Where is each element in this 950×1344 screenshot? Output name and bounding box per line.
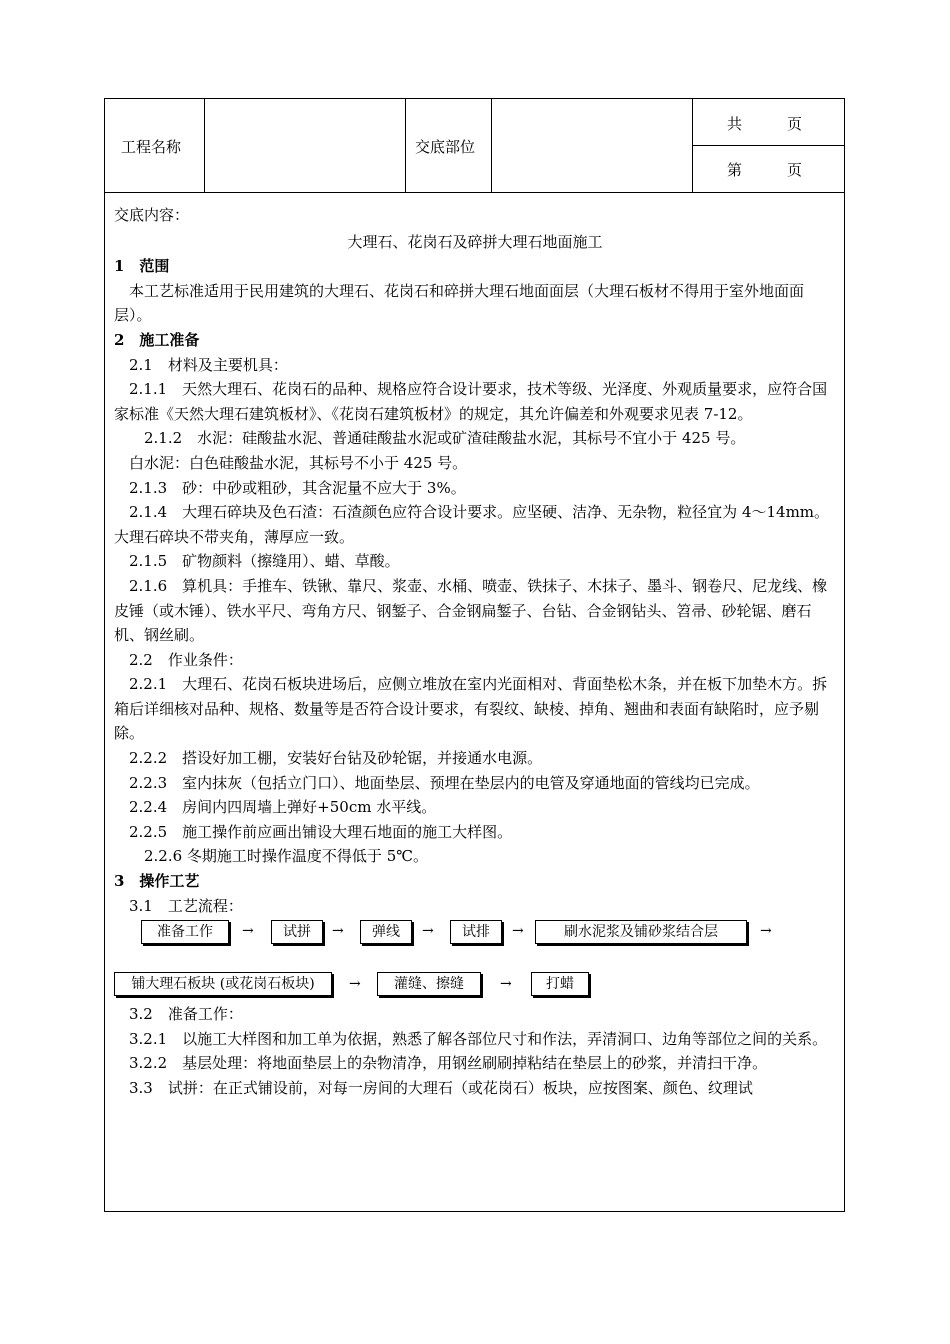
page-number: 第 页 (727, 161, 803, 179)
paragraph: 白水泥：白色硅酸盐水泥，其标号不小于 425 号。 (114, 453, 468, 472)
arrow-icon: → (500, 976, 512, 993)
handover-part-label: 交底部位 (415, 138, 476, 156)
divider (692, 145, 844, 146)
paragraph: 2.2.3 室内抹灰（包括立门口）、地面垫层、预埋在垫层内的电管及穿通地面的管线均已完成。 (114, 773, 760, 792)
paragraph: 2.1.6 算机具：手推车、铁锹、靠尺、浆壶、水桶、喷壶、铁抹子、木抹子、墨斗、钢卷尺、尼龙线、橡皮锤（或木锤）、铁水平尺、弯角方尺、钢錾子、合金钢扁錾子、台钻、合金钢钻头、笤帚、砂轮锯、磨石机、钢丝刷。 (114, 576, 828, 645)
paragraph: 2.1.5 矿物颜料（擦缝用）、蜡、草酸。 (114, 552, 400, 571)
flow-step: 弹线 (360, 920, 412, 944)
flow-step: 铺大理石板块 (或花岗石板块) (114, 972, 332, 996)
arrow-icon: → (760, 923, 772, 940)
paragraph: 本工艺标准适用于民用建筑的大理石、花岗石和碎拼大理石地面面层（大理石板材不得用于室外地面面层）。 (114, 281, 805, 325)
paragraph: 3.2 准备工作： (114, 1005, 243, 1024)
arrow-icon: → (349, 976, 361, 993)
flow-step: 试拼 (271, 920, 323, 944)
paragraph: 2.1.4 大理石碎块及色石渣：石渣颜色应符合设计要求。应坚硬、洁净、无杂物，粒径宜为 4～14mm。大理石碎块不带夹角，薄厚应一致。 (114, 503, 830, 546)
paragraph: 2.2.1 大理石、花岗石板块进场后，应侧立堆放在室内光面相对、背面垫松木条，并在板下加垫木方。拆箱后详细核对品种、规格、数量等是否符合设计要求，有裂纹、缺棱、掉角、翘曲和表面有缺陷时，应予剔除。 (114, 675, 828, 743)
section-heading: 3 操作工艺 (114, 872, 200, 891)
divider (405, 99, 406, 192)
paragraph: 2.1 材料及主要机具： (114, 355, 288, 374)
flow-step: 灌缝、擦缝 (377, 972, 481, 996)
process-flowchart (114, 918, 836, 1002)
handover-form (104, 98, 845, 1212)
section-heading: 2 施工准备 (114, 330, 200, 349)
total-pages: 共 页 (727, 115, 803, 133)
flow-step: 刷水泥浆及铺砂浆结合层 (535, 920, 747, 944)
paragraph: 3.3 试拼：在正式铺设前，对每一房间的大理石（或花岗石）板块，应按图案、颜色、纹理试 (114, 1079, 753, 1097)
paragraph: 2.2.5 施工操作前应画出铺设大理石地面的施工大样图。 (114, 822, 513, 841)
paragraph: 2.2 作业条件： (114, 650, 243, 669)
arrow-icon: → (242, 923, 254, 940)
handover-content (114, 203, 836, 1101)
project-name-label: 工程名称 (121, 138, 182, 156)
doc-title: 大理石、花岗石及碎拼大理石地面施工 (347, 232, 603, 251)
divider (491, 99, 492, 192)
arrow-icon: → (332, 923, 344, 940)
intro-label: 交底内容： (114, 206, 190, 224)
paragraph: 2.2.6 冬期施工时操作温度不得低于 5℃。 (114, 847, 429, 866)
paragraph: 3.1 工艺流程： (114, 896, 243, 915)
paragraph: 2.2.2 搭设好加工棚，安装好台钻及砂轮锯，并接通水电源。 (114, 749, 543, 768)
arrow-icon: → (512, 923, 524, 940)
arrow-icon: → (422, 923, 434, 940)
paragraph: 2.1.3 砂：中砂或粗砂，其含泥量不应大于 3%。 (114, 478, 466, 497)
flow-step: 试排 (450, 920, 502, 944)
divider (204, 99, 205, 192)
paragraph: 2.2.4 房间内四周墙上弹好+50cm 水平线。 (114, 798, 437, 817)
flow-step: 打蜡 (531, 972, 589, 996)
paragraph: 2.1.1 天然大理石、花岗石的品种、规格应符合设计要求，技术等级、光泽度、外观质量要求，应符合国家标准《天然大理石建筑板材》、《花岗石建筑板材》的规定，其允许偏差和外观要求见表 7-12。 (114, 380, 828, 423)
paragraph: 2.1.2 水泥：硅酸盐水泥、普通硅酸盐水泥或矿渣硅酸盐水泥，其标号不宜小于 425 号。 (114, 429, 746, 448)
paragraph: 3.2.1 以施工大样图和加工单为依据，熟悉了解各部位尺寸和作法，弄清洞口、边角等部位之间的关系。 (114, 1029, 828, 1048)
paragraph: 3.2.2 基层处理：将地面垫层上的杂物清净，用钢丝刷刷掉粘结在垫层上的砂浆，并清扫干净。 (114, 1054, 768, 1073)
section-heading: 1 范围 (114, 257, 170, 276)
divider (105, 192, 844, 193)
flow-step: 准备工作 (141, 920, 229, 944)
